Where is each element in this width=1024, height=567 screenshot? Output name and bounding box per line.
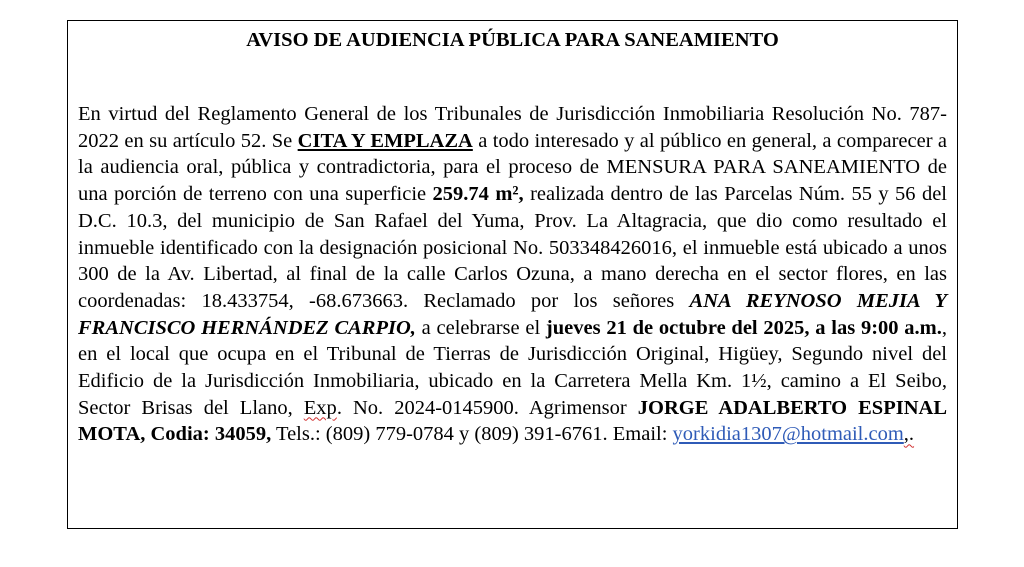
notice-text: Tels.: (809) 779-0784 y (809) 391-6761. Email: — [271, 423, 673, 446]
claimant-names: ANA REYNOSO MEJIA Y FRANCISCO HERNÁNDEZ CARPIO, — [78, 289, 947, 339]
notice-text: En virtud del Reglamento General de los Tribunales de Jurisdicción Inmobiliaria Resolución No. 787-2022 en su artículo 52. Se — [78, 103, 947, 152]
surface-area: 259.74 m², — [432, 183, 524, 206]
notice-box — [67, 20, 958, 529]
notice-text: . No. 2024-0145900. Agrimensor — [336, 396, 638, 419]
notice-title: AVISO DE AUDIENCIA PÚBLICA PARA SANEAMIENTO — [246, 29, 779, 51]
hearing-date: jueves 21 de octubre del 2025, a las 9:00 a.m. — [545, 316, 942, 339]
notice-body — [78, 101, 947, 448]
trailing-punctuation: ,. — [903, 423, 915, 446]
summons-phrase: CITA Y EMPLAZA — [297, 129, 473, 152]
spellcheck-word: Exp — [303, 396, 337, 419]
notice-text: realizada dentro de las Parcelas Núm. 55 y 56 del D.C. 10.3, del municipio de San Rafael del Yuma, Prov. La Altagracia, que dio como resultado el inmueble identificado con la designación posicional No. 503348426016, el inmueble está ubicado a unos 300 de la Av. Libertad, al final de la calle Carlos Ozuna, a mano derecha en el sector flores, en las coordenadas: 18.433754, -68.673663. Reclamado por los señores — [78, 183, 947, 312]
surveyor-name: JORGE ADALBERTO ESPINAL MOTA, Codia: 34059, — [78, 396, 947, 446]
notice-text: a celebrarse el — [415, 316, 546, 339]
notice-text: a todo interesado y al público en general, a comparecer a la audiencia oral, pública y contradictoria, para el proceso de MENSURA PARA SANEAMIENTO de una porción de terreno con una superficie — [78, 129, 948, 206]
email-link[interactable]: yorkidia1307@hotmail.com — [672, 423, 904, 446]
notice-text: , en el local que ocupa en el Tribunal de Tierras de Jurisdicción Original, Higüey, Segundo nivel del Edificio de la Jurisdicción Inmobiliaria, ubicado en la Carretera Mella Km. 1½, camino a El Seibo, Sector Brisas del Llano, — [78, 316, 947, 419]
